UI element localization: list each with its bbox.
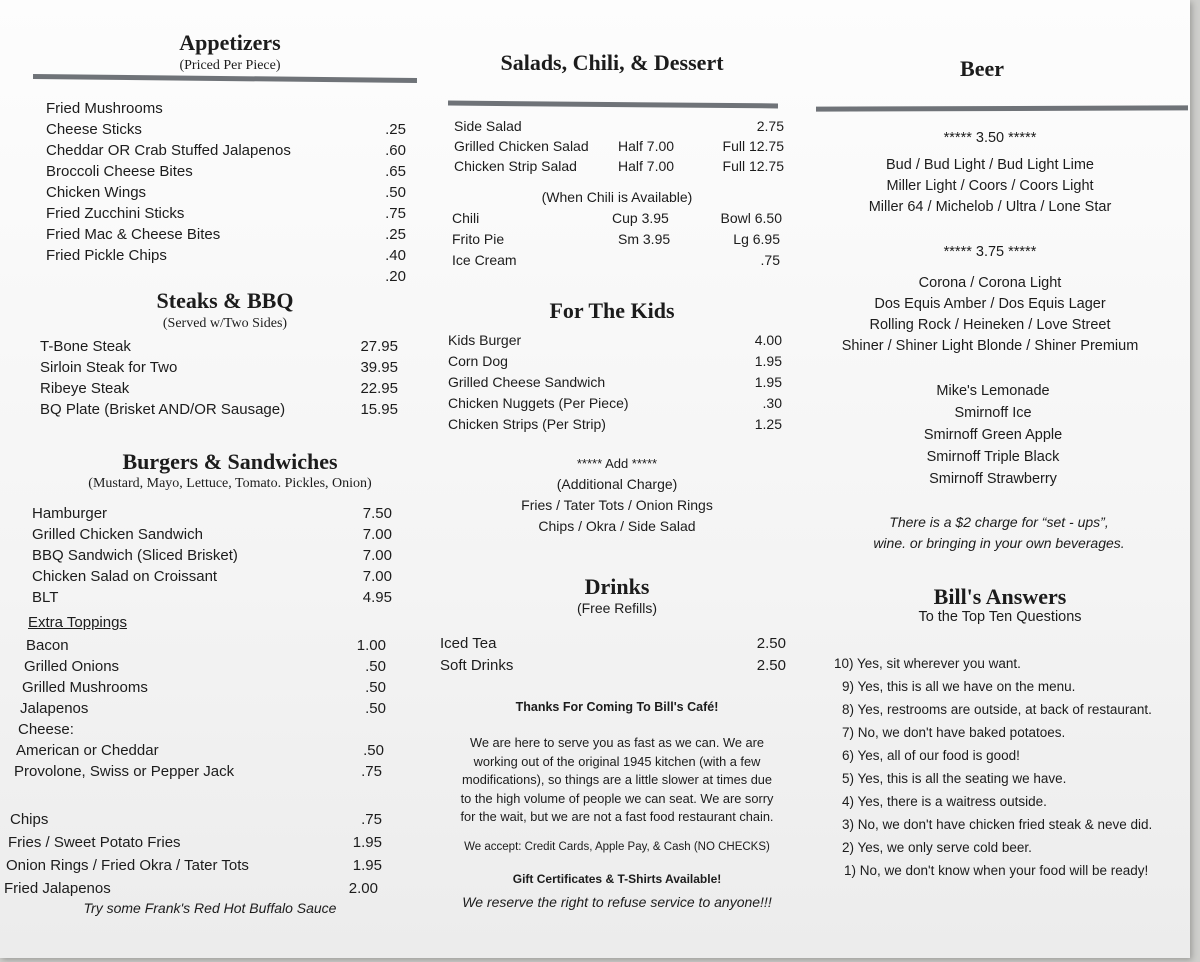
list-item: 5) Yes, this is all the seating we have. <box>842 771 1067 786</box>
chili-note: (When Chili is Available) <box>541 189 693 205</box>
list-item: Fries / Sweet Potato Fries 1.95 <box>8 834 382 851</box>
list-item: Hamburger 7.50 <box>32 505 392 522</box>
list-item: Chicken Wings .50 <box>46 184 406 201</box>
beer-rule <box>816 105 1188 111</box>
list-item: Frito Pie Sm 3.95 Lg 6.95 <box>452 231 780 247</box>
toppings-list <box>14 635 386 782</box>
list-item: Corn Dog 1.95 <box>448 353 782 369</box>
list-item: Grilled Cheese Sandwich 1.95 <box>448 374 782 390</box>
salads-list <box>454 116 784 176</box>
list-item: Iced Tea 2.50 <box>440 635 786 652</box>
list-item: Chicken Strips (Per Strip) 1.25 <box>448 416 782 432</box>
steaks-subtitle: (Served w/Two Sides) <box>162 316 288 331</box>
list-item: 1) No, we don't know when your food will be ready! <box>844 863 1149 878</box>
beer-heading: Beer <box>960 56 1004 81</box>
refuse-text: We reserve the right to refuse service to anyone!!! <box>462 894 772 910</box>
list-item: Grilled Mushrooms .50 <box>22 679 386 696</box>
list-item: Ribeye Steak 22.95 <box>40 380 398 397</box>
list-item: 10) Yes, sit wherever you want. <box>834 656 1021 671</box>
list-item: Broccoli Cheese Bites .65 <box>46 163 406 180</box>
salads-heading: Salads, Chili, & Dessert <box>500 50 724 75</box>
list-item: 8) Yes, restrooms are outside, at back of restaurant. <box>842 702 1152 717</box>
list-item: Chicken Nuggets (Per Piece) .30 <box>448 395 782 411</box>
burgers-heading: Burgers & Sandwiches <box>122 449 338 474</box>
appetizers-heading: Appetizers <box>179 30 281 55</box>
list-item: 3) No, we don't have chicken fried steak & neve did. <box>842 817 1153 832</box>
appetizers-rule <box>33 74 417 83</box>
drinks-subtitle: (Free Refills) <box>576 600 658 616</box>
salads-rule <box>448 101 778 109</box>
list-item: Chicken Strip Salad Half 7.00 Full 12.75 <box>454 158 784 174</box>
tier-1-price: ***** 3.50 ***** <box>943 130 1037 146</box>
list-item: American or Cheddar .50 <box>16 742 384 759</box>
add-line-1: Fries / Tater Tots / Onion Rings <box>521 497 713 513</box>
list-item: Grilled Chicken Sandwich 7.00 <box>32 526 392 543</box>
list-item: BBQ Sandwich (Sliced Brisket) 7.00 <box>32 547 392 564</box>
list-item: Ice Cream .75 <box>452 252 780 268</box>
list-item: Fried Mushrooms <box>46 100 163 117</box>
tier-2-price: ***** 3.75 ***** <box>943 244 1037 260</box>
list-item: 4) Yes, there is a waitress outside. <box>842 794 1047 809</box>
list-item: Sirloin Steak for Two 39.95 <box>40 359 398 376</box>
sides-list <box>6 808 382 900</box>
sauce-note: Try some Frank's Red Hot Buffalo Sauce <box>83 900 337 916</box>
list-item: 9) Yes, this is all we have on the menu. <box>842 679 1076 694</box>
add-note: (Additional Charge) <box>556 476 678 492</box>
list-item: T-Bone Steak 27.95 <box>40 338 398 355</box>
answers-subtitle: To the Top Ten Questions <box>918 609 1082 625</box>
list-item: Grilled Chicken Salad Half 7.00 Full 12.75 <box>454 138 784 154</box>
beer-tier-1: ***** 3.50 ***** Bud / Bud Light / Bud Light Lime Miller Light / Coors / Coors Light Miller 64 / Michelob / Ultra / Lone Star <box>812 128 1168 218</box>
list-item: BQ Plate (Brisket AND/OR Sausage) 15.95 <box>40 401 398 418</box>
list-item: 6) Yes, all of our food is good! <box>842 748 1020 763</box>
list-item: Chips .75 <box>10 811 382 828</box>
add-title: ***** Add ***** <box>576 456 658 471</box>
list-item: Chicken Salad on Croissant 7.00 <box>32 568 392 585</box>
steaks-list <box>40 336 410 420</box>
answers-list <box>832 652 1192 882</box>
list-item: Fried Zucchini Sticks .75 <box>46 205 406 222</box>
list-item: Cheese Sticks .25 <box>46 121 406 138</box>
list-item: Cheese: <box>18 721 74 738</box>
toppings-label: Extra Toppings <box>28 614 127 631</box>
list-item: Bacon 1.00 <box>26 637 386 654</box>
list-item: Fried Pickle Chips .40 <box>46 247 406 264</box>
payment-text: We accept: Credit Cards, Apple Pay, & Cash (NO CHECKS) <box>464 841 770 853</box>
message-block: We are here to serve you as fast as we can. We are working out of the original 1945 kitchen (with a few modifications), so things are a little slower at times due to the high volume of people we can seat. We are sorry for the wait, but we are not a fast food restaurant chain. <box>460 735 774 824</box>
chili-list <box>452 208 782 271</box>
thanks-text: Thanks For Coming To Bill's Café! <box>515 700 719 714</box>
beer-other: Mike's Lemonade Smirnoff Ice Smirnoff Green Apple Smirnoff Triple Black Smirnoff Strawberry <box>923 383 1063 487</box>
add-line-2: Chips / Okra / Side Salad <box>538 518 696 534</box>
steaks-heading: Steaks & BBQ <box>156 288 294 313</box>
appetizers-subtitle: (Priced Per Piece) <box>179 58 281 73</box>
add-ons-block <box>462 453 772 537</box>
list-item: Side Salad 2.75 <box>454 118 784 134</box>
gift-text: Gift Certificates & T-Shirts Available! <box>512 872 722 886</box>
list-item: .20 <box>385 268 406 285</box>
list-item: Jalapenos .50 <box>20 700 386 717</box>
answers-heading: Bill's Answers <box>933 584 1067 609</box>
list-item: Grilled Onions .50 <box>24 658 386 675</box>
list-item: 7) No, we don't have baked potatoes. <box>842 725 1066 740</box>
list-item: Provolone, Swiss or Pepper Jack .75 <box>14 763 382 780</box>
list-item: Kids Burger 4.00 <box>448 332 782 348</box>
kids-heading: For The Kids <box>549 298 675 323</box>
list-item: Fried Mac & Cheese Bites .25 <box>46 226 406 243</box>
list-item: Onion Rings / Fried Okra / Tater Tots 1.95 <box>6 857 382 874</box>
drinks-list <box>440 633 786 677</box>
setup-note: There is a $2 charge for “set - ups”, wine. or bringing in your own beverages. <box>873 514 1125 551</box>
appetizers-list <box>46 98 416 287</box>
list-item: Fried Jalapenos 2.00 <box>4 880 378 897</box>
kids-list <box>448 330 782 435</box>
list-item: Chili Cup 3.95 Bowl 6.50 <box>452 210 782 226</box>
list-item: Cheddar OR Crab Stuffed Jalapenos .60 <box>46 142 406 159</box>
list-item: 2) Yes, we only serve cold beer. <box>842 840 1032 855</box>
list-item: BLT 4.95 <box>32 589 392 606</box>
beer-tier-2: ***** 3.75 ***** Corona / Corona Light Dos Equis Amber / Dos Equis Lager Rolling Rock / Heineken / Love Street Shiner / Shiner Light Blonde / Shiner Premium <box>812 242 1168 357</box>
burgers-subtitle: (Mustard, Mayo, Lettuce, Tomato. Pickles, Onion) <box>88 476 372 491</box>
list-item: Soft Drinks 2.50 <box>440 657 786 674</box>
drinks-heading: Drinks <box>584 574 650 599</box>
burgers-list <box>32 503 402 608</box>
